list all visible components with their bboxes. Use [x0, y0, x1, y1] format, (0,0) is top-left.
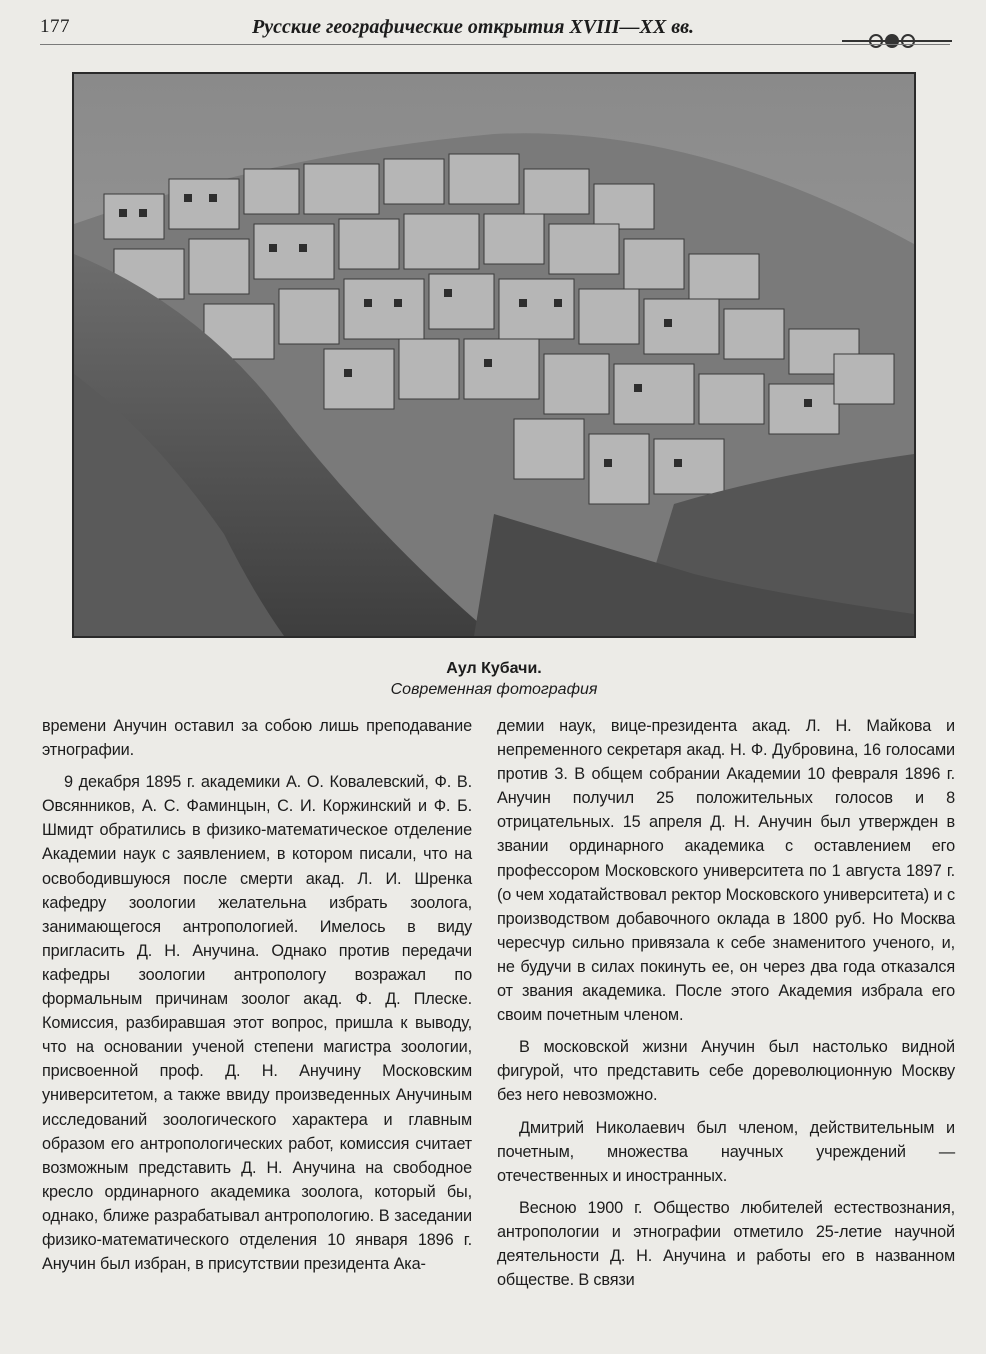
paragraph: Весною 1900 г. Общество любителей естествознания, антропологии и этнографии отметило 25-летие научной деятельности Д. Н. Анучина и работы его в названном обществе. В связи	[497, 1198, 955, 1290]
header-rule	[40, 44, 950, 45]
ornament-icon	[842, 30, 952, 50]
paragraph: В московской жизни Анучин был настолько видной фигурой, что представить себе дореволюционную Москву без него невозможно.	[497, 1038, 955, 1105]
photo-aul-kubachi	[72, 72, 916, 638]
paragraph: Дмитрий Николаевич был членом, действительным и почетным, множества научных учреждений — отечественных и иностранных.	[497, 1118, 955, 1185]
paragraph: 9 декабря 1895 г. академики А. О. Ковалевский, Ф. В. Овсянников, А. С. Фаминцын, С. И. Коржинский и Ф. Б. Шмидт обратились в физико-математическое отделение Академии наук с заявлением, в котором писали, что на освободившуюся после смерти акад. Л. И. Шренка кафедру зоологии желательна избрать зоолога, занимающегося антропологией. Имелось в виду пригласить Д. Н. Анучина. Однако против передачи кафедры зоологии антропологу возражал по формальным причинам зоолог акад. Ф. Д. Плеске. Комиссия, разбиравшая этот вопрос, пришла к выводу, что на основании ученой степени магистра зоологии, присвоенной проф. Д. Н. Анучину Московским университетом, а также ввиду произведенных Анучиным исследований зоологического характера и главным образом его антропологических работ, комиссия считает возможным представить Д. Н. Анучина на свободное кресло ординарного академика зоолога, который бы, однако, ближе разрабатывал антропологию. В заседании физико-математического отделения 10 января 1896 г. Анучин был избран, в присутствии президента Ака-	[42, 773, 472, 1274]
paragraph: времени Анучин оставил за собою лишь преподавание этнографии.	[42, 717, 472, 760]
page-number: 177	[40, 16, 70, 37]
running-title: Русские географические открытия XVIII—XX вв.	[252, 16, 695, 38]
photo-caption-subtitle: Современная фотография	[390, 681, 598, 698]
paragraph: демии наук, вице-президента акад. Л. Н. Майкова и непременного секретаря акад. Н. Ф. Дубровина, 16 голосами против 3. В общем собрании Академии 10 февраля 1896 г. Анучин получил 25 положительных голосов и 8 отрицательных. 15 апреля Д. Н. Анучин был утвержден в звании ординарного академика с оставлением его профессором Московского университета по 1 августа 1897 г. (о чем ходатайствовал ректор Московского университета) и с производством добавочного оклада в 1800 руб. Но Москва чересчур сильно привязала к себе знаменитого ученого, и, не будучи в силах покинуть ее, он через два года отказался от звания академика. После этого Академия избрала его своим почетным членом.	[497, 717, 955, 1025]
photo-caption-title: Аул Кубачи.	[446, 660, 542, 677]
text-column-left	[42, 714, 472, 1334]
text-column-right	[497, 714, 955, 1334]
